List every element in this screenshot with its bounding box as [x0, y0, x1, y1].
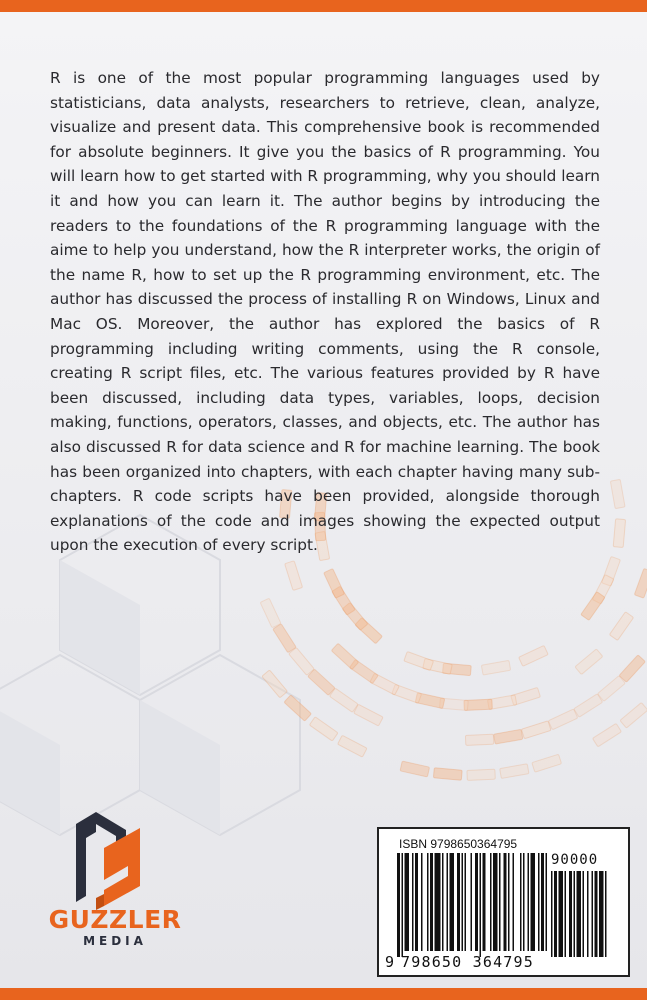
barcode-bar: [412, 853, 414, 951]
barcode-bar: [402, 853, 404, 957]
barcode-bar: [465, 853, 467, 951]
barcode-bar: [442, 853, 444, 951]
barcode-bar: [493, 853, 498, 951]
barcode-bar: [471, 853, 473, 951]
barcode-bar: [447, 853, 449, 951]
barcode-bar: [508, 853, 510, 951]
barcode-bar: [528, 853, 530, 951]
bottom-accent-bar: [0, 988, 647, 1000]
barcode-bar: [538, 853, 540, 951]
barcode-addon-bar: [559, 871, 564, 957]
barcode-addon-bar: [592, 871, 594, 957]
publisher-name: GUZZLER: [48, 905, 182, 934]
barcode-bar: [504, 853, 507, 951]
barcode-addon-bar: [574, 871, 576, 957]
barcode-bar: [435, 853, 441, 951]
barcode-bar: [462, 853, 464, 951]
barcode-digits: 798650 364795: [401, 953, 534, 971]
decorative-block: [465, 734, 493, 745]
barcode-addon-bar: [569, 871, 572, 957]
barcode-bar: [457, 853, 460, 951]
barcode-bar: [541, 853, 544, 951]
barcode-bar: [430, 853, 433, 951]
barcode-bar: [427, 853, 429, 951]
price-code: 90000: [551, 852, 599, 868]
barcode-bar: [405, 853, 410, 951]
barcode-addon-bar: [583, 871, 585, 957]
publisher-subname: MEDIA: [83, 934, 147, 948]
barcode-bar: [546, 853, 548, 951]
barcode-bar: [415, 853, 418, 951]
barcode-addon-bar: [595, 871, 598, 957]
barcode-bar: [450, 853, 455, 951]
barcode-addon-bar: [565, 871, 567, 957]
barcode-addon-bar: [577, 871, 582, 957]
barcode-first-digit: 9: [385, 953, 395, 971]
barcode-bar: [490, 853, 492, 951]
barcode-bar: [397, 853, 400, 957]
barcode-bar: [520, 853, 522, 951]
book-description: R is one of the most popular programming languages used by statisticians, data analysts, researchers to retrieve, clean, analyze, visualize and present data. This comprehensive book is recommended for absolute beginners. It give you the basics of R programming. You will learn how to get started with R programming, why you should learn it and how you can learn it. The author begins by introducing the readers to the foundations of the R programming language with the aime to help you understand, how the R interpreter works, the origin of the name R, how to set up the R programming environment, etc. The author has discussed the process of installing R on Windows, Linux and Mac OS. Moreover, the author has explored the basics of R programming including writing comments, using the R console, creating R script files, etc. The various features provided by R have been discussed, including data types, variables, loops, decision making, functions, operators, classes, and objects, etc. The author has also discussed R for data science and R for machine learning. The book has been organized into chapters, with each chapter having many sub-chapters. R code scripts have been provided, alongside thorough explanations of the code and images showing the expected output upon the execution of every script.: [50, 69, 600, 555]
barcode-addon-bar: [605, 871, 607, 957]
isbn-label: ISBN 9798650364795: [399, 837, 518, 851]
barcode-bar: [475, 853, 478, 951]
barcode-bar: [531, 853, 536, 951]
decorative-block: [433, 768, 462, 780]
decorative-block: [467, 769, 495, 780]
barcode-addon-bar: [587, 871, 589, 957]
barcode-bar: [523, 853, 525, 951]
barcode-bar: [480, 853, 482, 957]
top-accent-bar: [0, 0, 647, 12]
barcode-bar: [513, 853, 515, 951]
barcode-bar: [483, 853, 486, 951]
barcode-addon-bar: [554, 871, 557, 957]
isbn-barcode: [377, 827, 630, 977]
barcode-addon-bar: [599, 871, 604, 957]
barcode-addon-bar: [551, 871, 553, 957]
barcode-bar: [499, 853, 501, 951]
decorative-block: [613, 519, 625, 548]
barcode-bar: [421, 853, 423, 951]
